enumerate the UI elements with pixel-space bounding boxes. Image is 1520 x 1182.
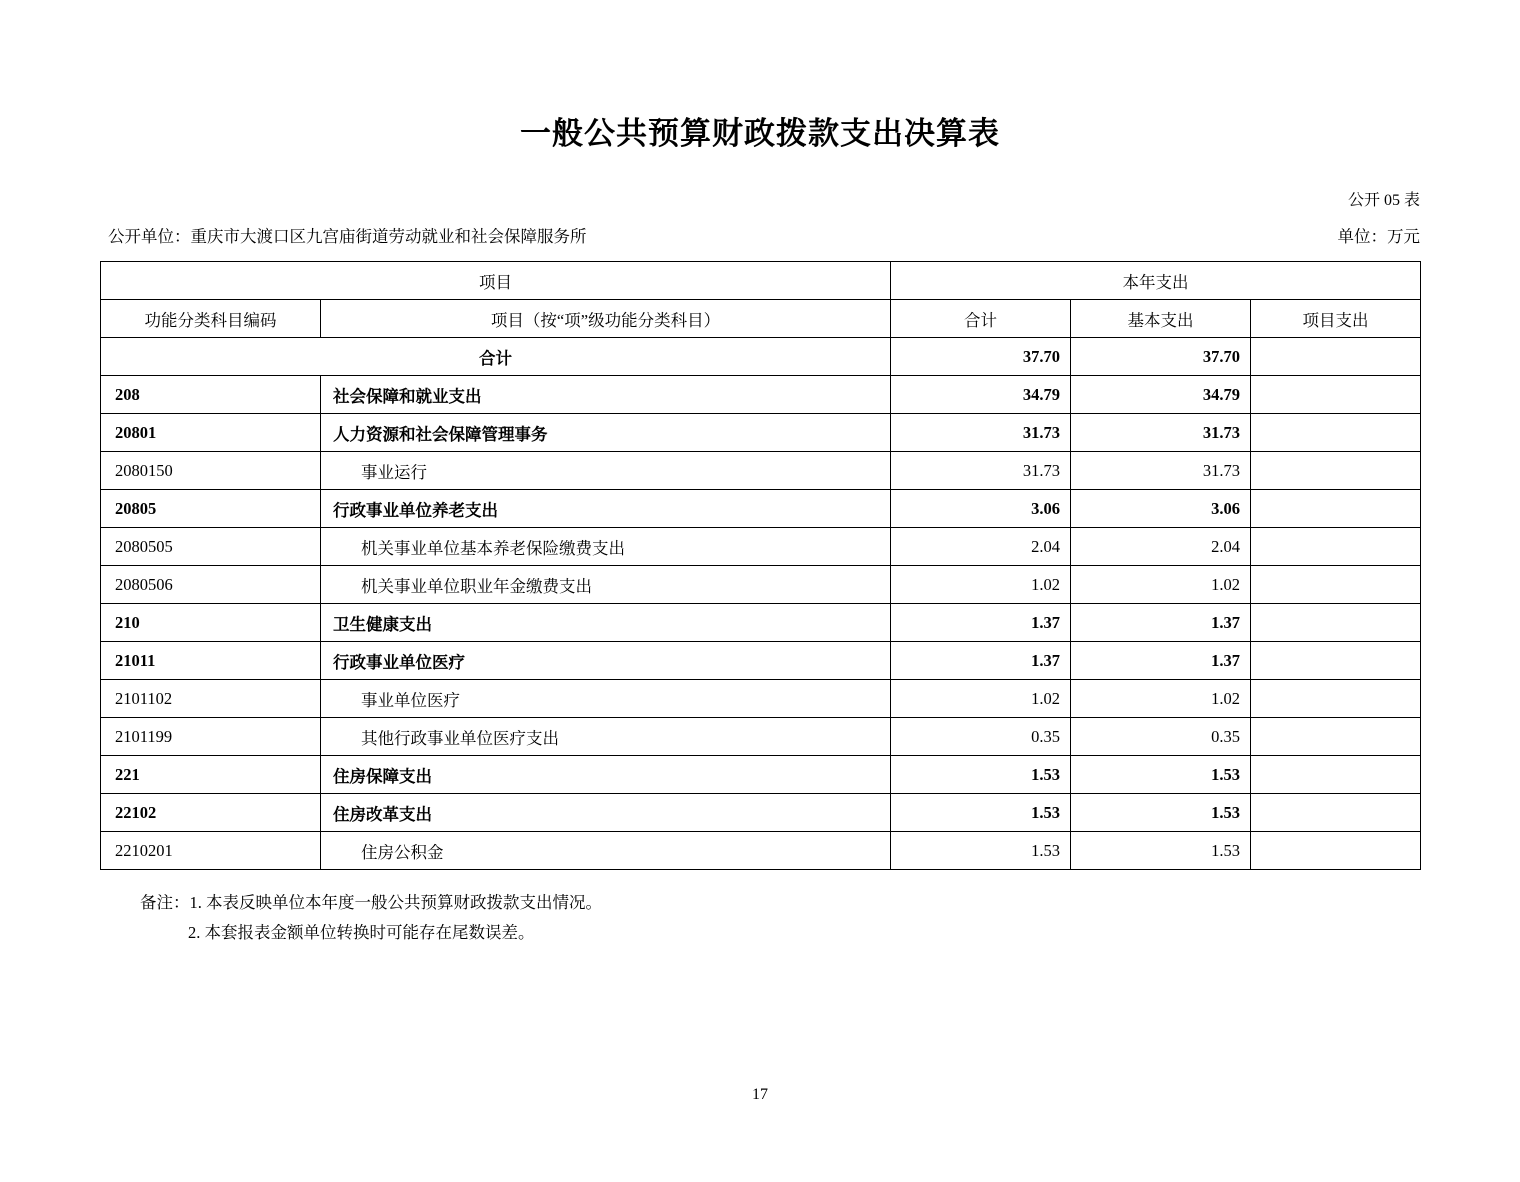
row-name: 事业运行: [321, 452, 891, 490]
table-row: [101, 756, 1421, 794]
row-name: 行政事业单位医疗: [321, 642, 891, 680]
row-basic: 2.04: [1071, 528, 1251, 566]
row-project: [1251, 642, 1421, 680]
table-row: [101, 832, 1421, 870]
row-code: 208: [101, 376, 321, 414]
row-project: [1251, 832, 1421, 870]
row-code: 21011: [101, 642, 321, 680]
table-row: [101, 490, 1421, 528]
row-total: 2.04: [891, 528, 1071, 566]
row-code: 2101199: [101, 718, 321, 756]
row-basic: 1.02: [1071, 566, 1251, 604]
row-project: [1251, 718, 1421, 756]
row-project: [1251, 566, 1421, 604]
row-name: 人力资源和社会保障管理事务: [321, 414, 891, 452]
header-basic: 基本支出: [1071, 300, 1251, 338]
table-body: [101, 338, 1421, 870]
row-basic: 1.53: [1071, 832, 1251, 870]
table-header-group-row: [101, 262, 1421, 300]
table-row: [101, 604, 1421, 642]
total-project: [1251, 338, 1421, 376]
table-row: [101, 642, 1421, 680]
row-code: 2101102: [101, 680, 321, 718]
row-total: 1.53: [891, 756, 1071, 794]
table-row: [101, 452, 1421, 490]
table-row: [101, 680, 1421, 718]
row-name: 卫生健康支出: [321, 604, 891, 642]
row-basic: 1.53: [1071, 756, 1251, 794]
row-project: [1251, 794, 1421, 832]
row-basic: 1.37: [1071, 604, 1251, 642]
row-name: 其他行政事业单位医疗支出: [321, 718, 891, 756]
header-item-group: 项目: [101, 262, 891, 300]
row-total: 34.79: [891, 376, 1071, 414]
row-total: 1.53: [891, 832, 1071, 870]
row-code: 20801: [101, 414, 321, 452]
row-code: 2210201: [101, 832, 321, 870]
total-basic: 37.70: [1071, 338, 1251, 376]
row-total: 1.02: [891, 680, 1071, 718]
row-name: 住房公积金: [321, 832, 891, 870]
row-basic: 1.53: [1071, 794, 1251, 832]
row-total: 0.35: [891, 718, 1071, 756]
row-basic: 0.35: [1071, 718, 1251, 756]
page-number: 17: [752, 1086, 768, 1103]
form-code: 公开 05 表: [1347, 192, 1420, 209]
row-name: 机关事业单位职业年金缴费支出: [321, 566, 891, 604]
page-title: 一般公共预算财政拨款支出决算表: [520, 116, 1000, 152]
notes: [100, 888, 1420, 948]
row-code: 2080150: [101, 452, 321, 490]
note-line-1: 备注：1. 本表反映单位本年度一般公共预算财政拨款支出情况。: [140, 893, 602, 912]
row-total: 1.53: [891, 794, 1071, 832]
row-project: [1251, 376, 1421, 414]
header-total: 合计: [891, 300, 1071, 338]
row-basic: 31.73: [1071, 414, 1251, 452]
meta-line: [100, 223, 1420, 249]
header-project: 项目支出: [1251, 300, 1421, 338]
table-row-total: [101, 338, 1421, 376]
row-total: 1.37: [891, 604, 1071, 642]
row-project: [1251, 604, 1421, 642]
row-total: 31.73: [891, 414, 1071, 452]
row-basic: 34.79: [1071, 376, 1251, 414]
table-row: [101, 794, 1421, 832]
row-code: 221: [101, 756, 321, 794]
row-total: 3.06: [891, 490, 1071, 528]
row-code: 2080505: [101, 528, 321, 566]
table-row: [101, 528, 1421, 566]
table-header-row: [101, 300, 1421, 338]
row-code: 210: [101, 604, 321, 642]
table-row: [101, 566, 1421, 604]
row-code: 22102: [101, 794, 321, 832]
form-code-row: [100, 187, 1420, 209]
row-code: 20805: [101, 490, 321, 528]
row-basic: 31.73: [1071, 452, 1251, 490]
publishing-unit: 公开单位：重庆市大渡口区九宫庙街道劳动就业和社会保障服务所: [108, 227, 587, 246]
row-project: [1251, 756, 1421, 794]
row-name: 住房保障支出: [321, 756, 891, 794]
row-code: 2080506: [101, 566, 321, 604]
row-project: [1251, 680, 1421, 718]
row-total: 1.02: [891, 566, 1071, 604]
document-page: [0, 108, 1520, 1182]
row-project: [1251, 490, 1421, 528]
row-basic: 1.37: [1071, 642, 1251, 680]
row-name: 事业单位医疗: [321, 680, 891, 718]
table-row: [101, 376, 1421, 414]
row-total: 1.37: [891, 642, 1071, 680]
expenditure-table: [100, 261, 1421, 870]
row-basic: 1.02: [1071, 680, 1251, 718]
total-label: 合计: [101, 338, 891, 376]
row-name: 社会保障和就业支出: [321, 376, 891, 414]
row-total: 31.73: [891, 452, 1071, 490]
row-name: 机关事业单位基本养老保险缴费支出: [321, 528, 891, 566]
table-row: [101, 718, 1421, 756]
row-project: [1251, 528, 1421, 566]
header-current-year-group: 本年支出: [891, 262, 1421, 300]
row-basic: 3.06: [1071, 490, 1251, 528]
table-row: [101, 414, 1421, 452]
header-name: 项目（按“项”级功能分类科目）: [321, 300, 891, 338]
total-sum: 37.70: [891, 338, 1071, 376]
row-name: 住房改革支出: [321, 794, 891, 832]
amount-unit: 单位：万元: [1337, 227, 1420, 246]
note-line-2: 2. 本套报表金额单位转换时可能存在尾数误差。: [188, 923, 535, 942]
header-code: 功能分类科目编码: [101, 300, 321, 338]
row-project: [1251, 414, 1421, 452]
row-name: 行政事业单位养老支出: [321, 490, 891, 528]
row-project: [1251, 452, 1421, 490]
